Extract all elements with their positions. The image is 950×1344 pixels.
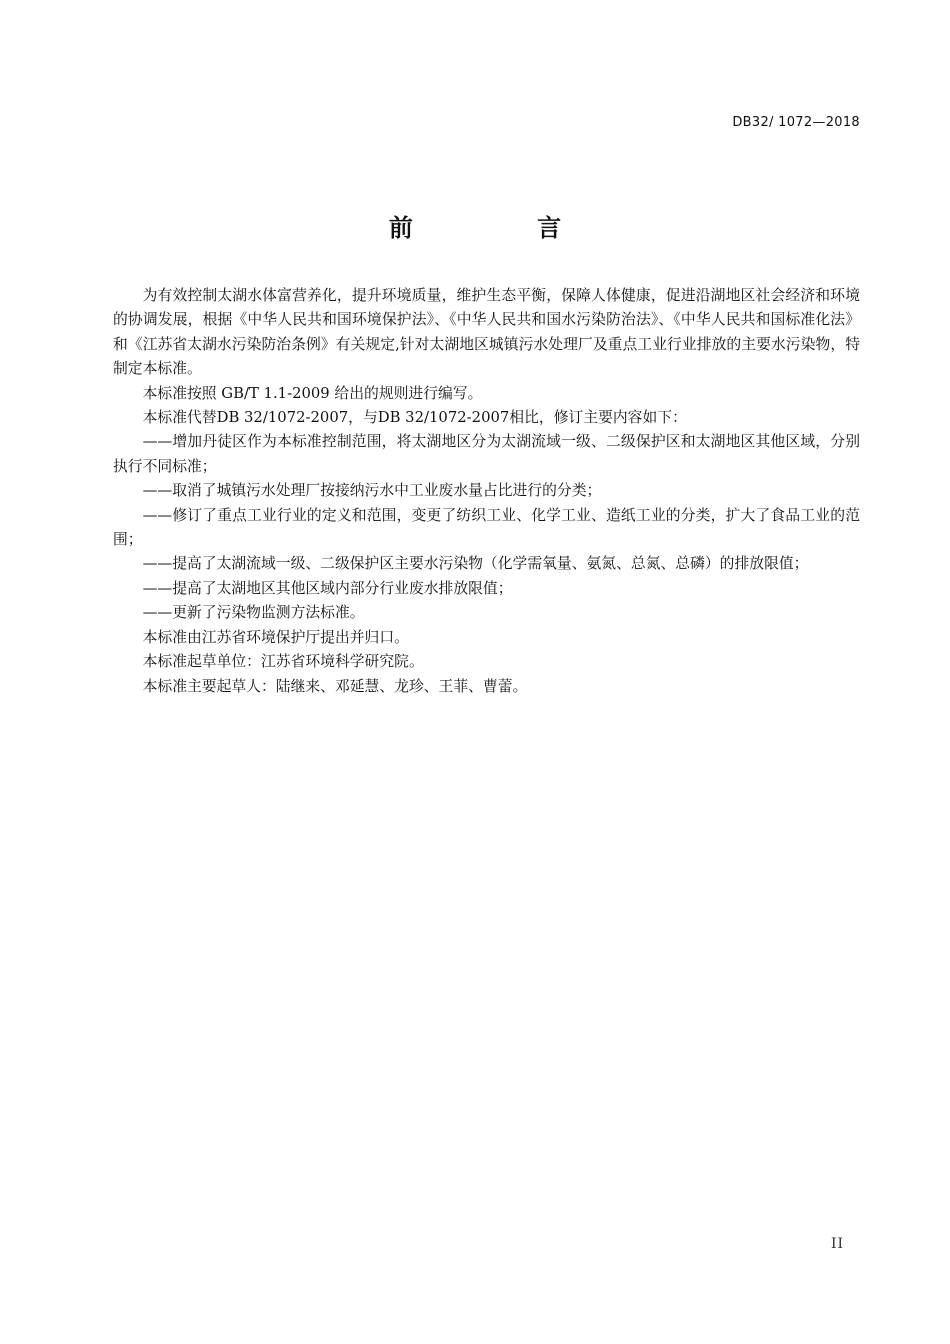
document-code: DB32/ 1072—2018 (732, 115, 860, 130)
change-item: ——提高了太湖流域一级、二级保护区主要水污染物（化学需氧量、氨氮、总氮、总磷）的排放限值； (142, 555, 809, 573)
change-item: ——取消了城镇污水处理厂按接纳污水中工业废水量占比进行的分类； (142, 482, 602, 500)
change-item: ——提高了太湖地区其他区域内部分行业废水排放限值； (142, 579, 513, 597)
change-item: ——更新了污染物监测方法标准。 (142, 604, 365, 622)
paragraph-drafting-rules: 本标准按照 GB/T 1.1-2009 给出的规则进行编写。 (142, 384, 483, 402)
change-item: ——增加丹徒区作为本标准控制范围，将太湖地区分为太湖流域一级、二级保护区和太湖地区其他区域，分别执行不同标准； (113, 433, 860, 475)
paragraph-drafting-unit: 本标准起草单位：江苏省环境科学研究院。 (142, 653, 424, 671)
page-number: II (830, 1236, 844, 1252)
paragraph-drafters: 本标准主要起草人：陆继来、邓延慧、龙珍、王菲、曹蕾。 (142, 677, 528, 695)
section-title: 前 言 (388, 214, 620, 242)
paragraph-replaces: 本标准代替DB 32/1072-2007，与DB 32/1072-2007相比，修订主要内容如下： (142, 409, 687, 427)
paragraph-proposer: 本标准由江苏省环境保护厅提出并归口。 (142, 628, 409, 646)
body-text (113, 284, 860, 699)
paragraph-intro: 为有效控制太湖水体富营养化，提升环境质量，维护生态平衡，保障人体健康，促进沿湖地区社会经济和环境的协调发展，根据《中华人民共和国环境保护法》、《中华人民共和国水污染防治法》、《中华人民共和国标准化法》和《江苏省太湖水污染防治条例》有关规定,针对太湖地区城镇污水处理厂及重点工业行业排放的主要水污染物，特制定本标准。 (113, 287, 860, 378)
change-item: ——修订了重点工业行业的定义和范围，变更了纺织工业、化学工业、造纸工业的分类，扩大了食品工业的范围； (113, 506, 860, 549)
